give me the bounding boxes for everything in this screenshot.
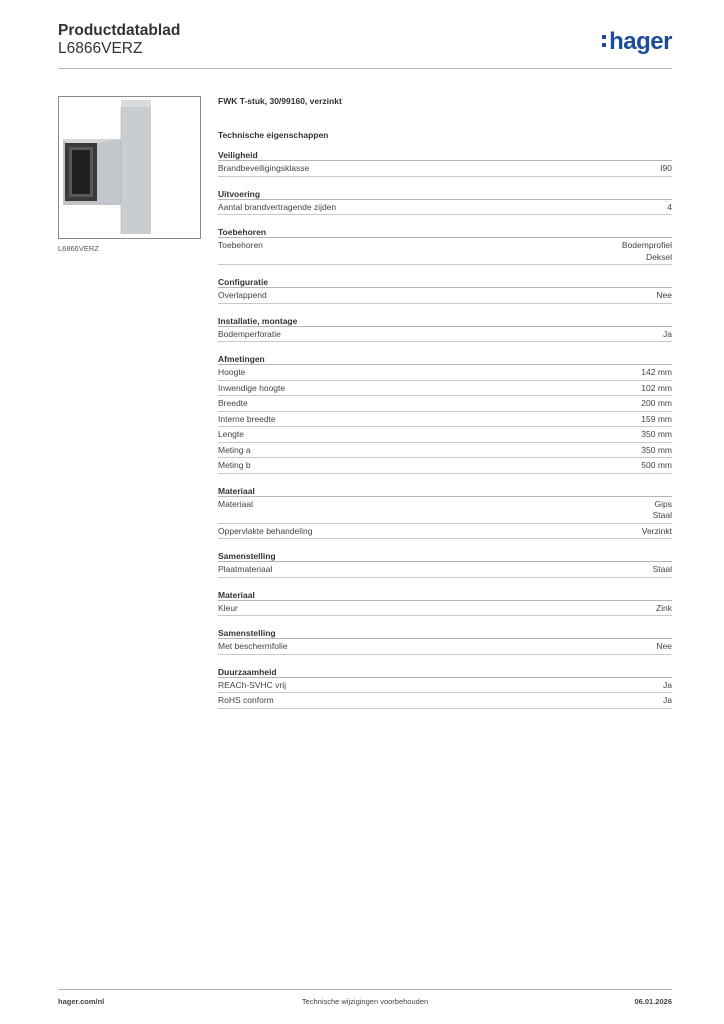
- spec-group-title: Duurzaamheid: [218, 667, 672, 678]
- spec-group-title: Veiligheid: [218, 150, 672, 161]
- spec-value-line: 350 mm: [641, 429, 672, 439]
- spec-value-line: Ja: [663, 679, 672, 690]
- group-spacer: [218, 616, 672, 628]
- spec-row: [218, 381, 672, 397]
- header-divider: [58, 68, 672, 69]
- group-spacer: [218, 304, 672, 316]
- product-code: L6866VERZ: [58, 40, 143, 57]
- spec-label: Kleur: [218, 602, 238, 613]
- spec-value-line: Bodemprofiel: [621, 240, 672, 250]
- spec-value-line: 4: [667, 201, 672, 212]
- spec-group: [218, 227, 672, 265]
- spec-value: [641, 429, 672, 441]
- spec-row: [218, 562, 672, 578]
- spec-label: Lengte: [218, 429, 244, 439]
- image-caption: L6866VERZ: [58, 244, 99, 253]
- spec-value: [641, 414, 672, 426]
- spec-label: Breedte: [218, 398, 248, 408]
- spec-value: [656, 603, 672, 615]
- spec-value-line: 102 mm: [641, 382, 672, 393]
- spec-row: [218, 443, 672, 459]
- spec-label: Aantal brandvertragende zijden: [218, 201, 337, 212]
- spec-value: [641, 383, 672, 395]
- spec-row: [218, 327, 672, 343]
- spec-value-line: 350 mm: [641, 444, 672, 455]
- spec-label: RoHS conform: [218, 695, 274, 705]
- spec-value-line: Deksel: [646, 251, 672, 262]
- spec-value-line: 500 mm: [641, 460, 672, 470]
- spec-row: [218, 497, 672, 524]
- spec-label: Meting a: [218, 444, 251, 455]
- spec-label: Hoogte: [218, 367, 246, 377]
- spec-value: [622, 240, 672, 263]
- spec-group-title: Configuratie: [218, 277, 672, 288]
- spec-row: [218, 458, 672, 474]
- spec-value: [641, 398, 672, 410]
- t-piece-illustration: [59, 97, 200, 238]
- spec-value-line: 142 mm: [641, 367, 672, 377]
- spec-group: [218, 667, 672, 709]
- group-spacer: [218, 215, 672, 227]
- product-image: [58, 96, 201, 239]
- footer-divider: [58, 989, 672, 990]
- spec-row: [218, 396, 672, 412]
- spec-group: [218, 590, 672, 617]
- spec-value-line: Nee: [656, 290, 672, 300]
- spec-value-line: Staal: [652, 510, 672, 520]
- group-spacer: [218, 578, 672, 590]
- spec-value-line: I90: [660, 163, 672, 173]
- group-spacer: [218, 539, 672, 551]
- spec-value: [660, 163, 672, 175]
- spec-label: Toebehoren: [218, 240, 263, 250]
- spec-group-title: Materiaal: [218, 590, 672, 601]
- spec-value-line: Zink: [655, 602, 672, 613]
- spec-group: [218, 277, 672, 304]
- spec-label: Materiaal: [218, 498, 253, 509]
- spec-row: [218, 639, 672, 655]
- spec-row: [218, 288, 672, 304]
- spec-value: [642, 526, 672, 538]
- group-spacer: [218, 655, 672, 667]
- group-spacer: [218, 474, 672, 486]
- spec-value: [663, 695, 672, 707]
- spec-label: Inwendige hoogte: [218, 382, 286, 393]
- group-spacer: [218, 342, 672, 354]
- spec-value: [656, 290, 672, 302]
- group-spacer: [218, 177, 672, 189]
- spec-row: [218, 200, 672, 216]
- product-description: FWK T-stuk, 30/99160, verzinkt: [218, 96, 342, 106]
- spec-value-line: Staal: [652, 564, 672, 574]
- spec-value: [663, 680, 672, 692]
- spec-label: Met beschermfolie: [218, 641, 288, 651]
- spec-value-line: Nee: [656, 641, 672, 651]
- spec-label: REACh-SVHC vrij: [218, 679, 287, 690]
- spec-label: Meting b: [218, 460, 251, 470]
- spec-group-title: Materiaal: [218, 486, 672, 497]
- section-heading: Technische eigenschappen: [218, 130, 329, 140]
- spec-group: [218, 354, 672, 474]
- spec-group: [218, 628, 672, 655]
- spec-label: Bodemperforatie: [218, 328, 281, 339]
- spec-value: [663, 329, 672, 341]
- spec-value-line: Ja: [663, 328, 672, 339]
- spec-group-title: Toebehoren: [218, 227, 672, 238]
- spec-group: [218, 150, 672, 177]
- spec-content: [218, 96, 672, 709]
- spec-label: Oppervlakte behandeling: [218, 525, 313, 536]
- footer-website-link[interactable]: hager.com/nl: [58, 997, 105, 1006]
- spec-label: Plaatmateriaal: [218, 564, 273, 574]
- document-title: Productdatablad: [58, 22, 181, 39]
- spec-value: [667, 202, 672, 214]
- spec-group: [218, 189, 672, 216]
- spec-group: [218, 551, 672, 578]
- spec-group: [218, 316, 672, 343]
- page-header: [58, 22, 672, 70]
- spec-value: [641, 367, 672, 379]
- spec-value: [656, 641, 672, 653]
- spec-group-title: Samenstelling: [218, 628, 672, 639]
- spec-row: [218, 601, 672, 617]
- spec-label: Brandbeveiligingsklasse: [218, 163, 310, 173]
- spec-label: Overlappend: [218, 290, 267, 300]
- spec-group-title: Afmetingen: [218, 354, 672, 365]
- spec-group-title: Installatie, montage: [218, 316, 672, 327]
- spec-value: [653, 499, 672, 522]
- spec-group-title: Uitvoering: [218, 189, 672, 200]
- spec-label: Interne breedte: [218, 413, 276, 424]
- spec-value: [653, 564, 672, 576]
- footer-date: 06.01.2026: [634, 997, 672, 1006]
- spec-groups: [218, 150, 672, 709]
- spec-row: [218, 412, 672, 428]
- spec-row: [218, 427, 672, 443]
- spec-row: [218, 524, 672, 540]
- spec-value: [641, 445, 672, 457]
- group-spacer: [218, 265, 672, 277]
- logo-text: hager: [609, 28, 672, 55]
- spec-value-line: Gips: [654, 498, 672, 509]
- spec-value-line: Verzinkt: [641, 525, 672, 536]
- footer-notice: Technische wijzigingen voorbehouden: [301, 997, 429, 1006]
- spec-row: [218, 693, 672, 709]
- spec-row: [218, 365, 672, 381]
- spec-value-line: Ja: [663, 695, 672, 705]
- spec-value-line: 159 mm: [641, 413, 672, 424]
- hager-logo[interactable]: [602, 28, 672, 56]
- spec-row: [218, 161, 672, 177]
- spec-value-line: 200 mm: [641, 398, 672, 408]
- spec-value: [641, 460, 672, 472]
- spec-group-title: Samenstelling: [218, 551, 672, 562]
- spec-row: [218, 678, 672, 694]
- spec-row: [218, 238, 672, 265]
- spec-group: [218, 486, 672, 540]
